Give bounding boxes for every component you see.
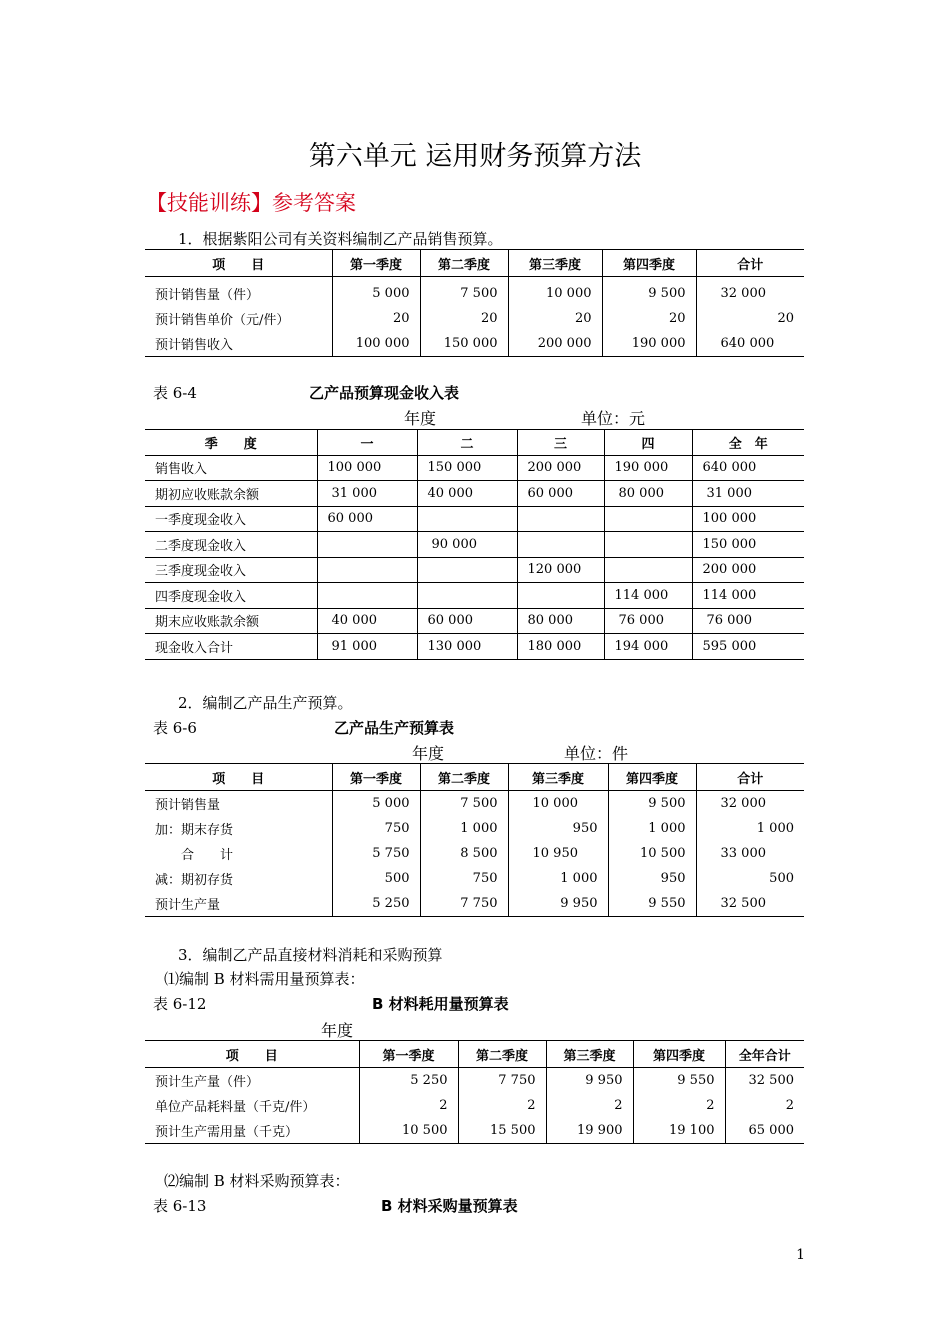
cell: 100 000	[317, 455, 417, 481]
table-unit-label: 单位：件	[564, 744, 629, 763]
cell: 130 000	[417, 634, 517, 660]
cell: 40 000	[317, 608, 417, 634]
column-header: 项 目	[145, 1041, 359, 1068]
table-row	[145, 816, 804, 841]
page-number: 1	[796, 1247, 805, 1263]
table-header-row	[145, 430, 804, 456]
cell: 31 000	[317, 481, 417, 507]
row-label: 一季度现金收入	[145, 506, 317, 532]
cell	[604, 532, 692, 558]
row-label: 预计生产需用量（千克）	[155, 1125, 299, 1140]
cell: 2	[546, 1093, 633, 1118]
sales-budget-table	[145, 249, 804, 357]
cell: 10 000	[508, 791, 608, 817]
section-heading: 【技能训练】参考答案	[146, 191, 356, 215]
question-3-1: ⑴编制 B 材料需用量预算表：	[164, 970, 365, 988]
table-number: 表 6-13	[153, 1197, 207, 1215]
cell: 114 000	[692, 583, 804, 609]
table-number: 表 6-12	[153, 995, 207, 1013]
cell: 2	[359, 1093, 458, 1118]
cell: 32 500	[725, 1068, 804, 1094]
cell: 1 000	[420, 816, 508, 841]
cell: 33 000	[696, 841, 804, 866]
column-header: 二	[417, 430, 517, 456]
column-header: 三	[517, 430, 604, 456]
cell: 5 750	[332, 841, 420, 866]
column-header: 第四季度	[633, 1041, 725, 1068]
cell: 1 000	[608, 816, 696, 841]
row-label: 期末应收账款余额	[145, 608, 317, 634]
question-3-2: ⑵编制 B 材料采购预算表：	[164, 1172, 350, 1190]
cell: 9 500	[608, 791, 696, 817]
table-row	[145, 1118, 804, 1144]
cell: 500	[332, 866, 420, 891]
cell: 31 000	[692, 481, 804, 507]
cell: 9 950	[508, 891, 608, 917]
column-header: 第一季度	[332, 250, 420, 277]
cell	[417, 557, 517, 583]
row-label: 预计销售量	[155, 798, 221, 813]
table-row	[145, 1068, 804, 1094]
cell: 7 750	[420, 891, 508, 917]
cell: 200 000	[692, 557, 804, 583]
row-label: 销售收入	[145, 455, 317, 481]
row-label: 预计销售收入	[155, 338, 234, 353]
cell: 5 000	[332, 277, 420, 307]
cell: 20	[420, 306, 508, 331]
cell: 19 900	[546, 1118, 633, 1144]
question-2: 2．编制乙产品生产预算。	[178, 694, 353, 712]
row-label: 预计销售单价（元/件）	[155, 313, 290, 328]
cell: 9 550	[633, 1068, 725, 1094]
table-header-row	[145, 1041, 804, 1068]
cell	[517, 583, 604, 609]
cell: 640 000	[692, 455, 804, 481]
cell: 180 000	[517, 634, 604, 660]
row-label: 预计销售量（件）	[155, 288, 260, 303]
row-label: 三季度现金收入	[145, 557, 317, 583]
cell	[317, 557, 417, 583]
cell: 150 000	[420, 331, 508, 357]
cell: 65 000	[725, 1118, 804, 1144]
row-label: 单位产品耗料量（千克/件）	[155, 1100, 316, 1115]
column-header: 第二季度	[458, 1041, 546, 1068]
table-row	[145, 866, 804, 891]
table-row	[145, 1093, 804, 1118]
cell: 7 750	[458, 1068, 546, 1094]
cell: 1 000	[508, 866, 608, 891]
row-label: 加：期末存货	[155, 823, 234, 838]
column-header: 第一季度	[332, 764, 420, 791]
column-header: 合计	[696, 764, 804, 791]
table-year-label: 年度	[412, 744, 445, 763]
cell	[417, 506, 517, 532]
cell: 2	[725, 1093, 804, 1118]
cell: 20	[332, 306, 420, 331]
cell: 1 000	[696, 816, 804, 841]
cell: 194 000	[604, 634, 692, 660]
production-budget-table	[145, 763, 804, 917]
cell: 80 000	[604, 481, 692, 507]
cell	[317, 532, 417, 558]
table-year-label: 年度	[404, 409, 437, 428]
question-1: 1．根据紫阳公司有关资料编制乙产品销售预算。	[178, 230, 503, 248]
cell: 7 500	[420, 791, 508, 817]
table-row	[145, 841, 804, 866]
table-row	[145, 891, 804, 917]
row-label: 减：期初存货	[155, 873, 234, 888]
cell: 40 000	[417, 481, 517, 507]
table-number: 表 6-4	[153, 384, 197, 402]
table-unit-label: 单位：元	[581, 409, 646, 428]
column-header: 季 度	[145, 430, 317, 456]
cell: 20	[696, 306, 804, 331]
cell: 200 000	[517, 455, 604, 481]
cell	[517, 532, 604, 558]
cell: 15 500	[458, 1118, 546, 1144]
table-title: 乙产品预算现金收入表	[309, 384, 460, 402]
cell: 2	[458, 1093, 546, 1118]
cell	[417, 583, 517, 609]
table-row	[145, 306, 804, 331]
cell	[517, 506, 604, 532]
table-title: B 材料采购量预算表	[381, 1197, 518, 1215]
column-header: 第四季度	[608, 764, 696, 791]
table-row	[145, 634, 804, 660]
cell: 60 000	[317, 506, 417, 532]
cell: 100 000	[692, 506, 804, 532]
cell: 10 950	[508, 841, 608, 866]
cell: 150 000	[692, 532, 804, 558]
page-title: 第六单元 运用财务预算方法	[308, 141, 642, 172]
cell: 950	[508, 816, 608, 841]
column-header: 第二季度	[420, 250, 508, 277]
material-usage-table	[145, 1040, 804, 1144]
question-3: 3．编制乙产品直接材料消耗和采购预算	[178, 946, 443, 964]
cell: 32 000	[696, 277, 804, 307]
row-label: 预计生产量	[155, 898, 221, 913]
cell: 750	[420, 866, 508, 891]
table-row	[145, 331, 804, 357]
column-header: 第一季度	[359, 1041, 458, 1068]
column-header: 第三季度	[508, 764, 608, 791]
cell: 91 000	[317, 634, 417, 660]
cell: 80 000	[517, 608, 604, 634]
cell: 20	[602, 306, 696, 331]
table-title: B 材料耗用量预算表	[372, 995, 509, 1013]
table-number: 表 6-6	[153, 719, 197, 737]
column-header: 全 年	[692, 430, 804, 456]
table-row	[145, 608, 804, 634]
table-header-row	[145, 250, 804, 277]
cell: 9 500	[602, 277, 696, 307]
table-row	[145, 277, 804, 307]
column-header: 一	[317, 430, 417, 456]
cell: 120 000	[517, 557, 604, 583]
cell: 500	[696, 866, 804, 891]
cell: 640 000	[696, 331, 804, 357]
cell: 76 000	[692, 608, 804, 634]
cell: 20	[508, 306, 602, 331]
column-header: 第三季度	[546, 1041, 633, 1068]
cell: 60 000	[517, 481, 604, 507]
column-header: 第三季度	[508, 250, 602, 277]
cell: 9 950	[546, 1068, 633, 1094]
row-label: 期初应收账款余额	[145, 481, 317, 507]
cell: 32 000	[696, 791, 804, 817]
row-label: 现金收入合计	[145, 634, 317, 660]
column-header: 全年合计	[725, 1041, 804, 1068]
cell: 5 250	[359, 1068, 458, 1094]
row-label: 预计生产量（件）	[155, 1075, 260, 1090]
table-row	[145, 557, 804, 583]
cell: 7 500	[420, 277, 508, 307]
table-title: 乙产品生产预算表	[334, 719, 455, 737]
cell: 19 100	[633, 1118, 725, 1144]
column-header: 第四季度	[602, 250, 696, 277]
cell	[604, 506, 692, 532]
cell: 10 500	[359, 1118, 458, 1144]
cell: 190 000	[602, 331, 696, 357]
cell: 9 550	[608, 891, 696, 917]
cell: 100 000	[332, 331, 420, 357]
cell: 10 500	[608, 841, 696, 866]
cell: 595 000	[692, 634, 804, 660]
row-label: 四季度现金收入	[145, 583, 317, 609]
cell	[604, 557, 692, 583]
table-row	[145, 481, 804, 507]
row-label: 合 计	[155, 848, 234, 863]
cell	[317, 583, 417, 609]
column-header: 第二季度	[420, 764, 508, 791]
cell: 950	[608, 866, 696, 891]
table-row	[145, 532, 804, 558]
cell: 32 500	[696, 891, 804, 917]
table-row	[145, 791, 804, 817]
table-header-row	[145, 764, 804, 791]
cell: 750	[332, 816, 420, 841]
cell: 5 250	[332, 891, 420, 917]
table-row	[145, 583, 804, 609]
cell: 2	[633, 1093, 725, 1118]
cell: 5 000	[332, 791, 420, 817]
column-header: 合计	[696, 250, 804, 277]
cell: 90 000	[417, 532, 517, 558]
cell: 190 000	[604, 455, 692, 481]
cell: 114 000	[604, 583, 692, 609]
row-label: 二季度现金收入	[145, 532, 317, 558]
table-year-label: 年度	[321, 1021, 354, 1040]
cell: 10 000	[508, 277, 602, 307]
cell: 150 000	[417, 455, 517, 481]
cash-receipts-table	[145, 429, 804, 660]
cell: 76 000	[604, 608, 692, 634]
table-row	[145, 506, 804, 532]
cell: 8 500	[420, 841, 508, 866]
column-header: 项 目	[145, 250, 332, 277]
column-header: 四	[604, 430, 692, 456]
column-header: 项 目	[145, 764, 332, 791]
cell: 200 000	[508, 331, 602, 357]
table-row	[145, 455, 804, 481]
cell: 60 000	[417, 608, 517, 634]
